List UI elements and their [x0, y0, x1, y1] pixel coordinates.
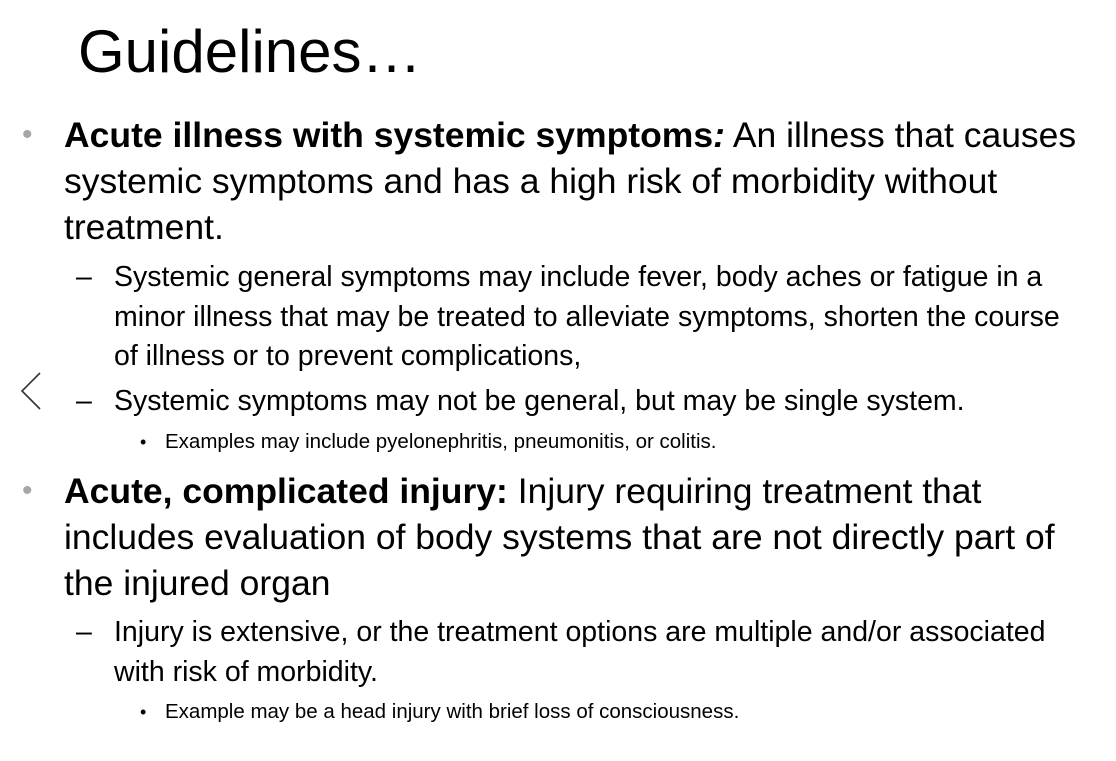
slide-title: Guidelines…: [78, 18, 422, 85]
bullet-dot-icon: •: [22, 474, 33, 507]
bullet-term: Acute, complicated injury:: [64, 471, 508, 511]
subbullet-text: Systemic general symptoms may include fever, body aches or fatigue in a minor illness that may be treated to alleviate symptoms, shorten the course of illness or to prevent complications,: [114, 261, 1060, 372]
subbullet-injury-extensive: [76, 613, 1089, 692]
dash-icon: –: [76, 385, 92, 417]
bullet-text: An illness that causes systemic symptoms and has a high risk of morbidity without treatment.: [64, 115, 1077, 247]
dash-icon: –: [76, 261, 92, 293]
subbullet-single-system: [76, 382, 1089, 422]
bullet-term: Acute illness with systemic symptoms: [64, 115, 714, 155]
example-illness: [140, 428, 1065, 456]
subbullet-text: Systemic symptoms may not be general, but may be single system.: [114, 385, 965, 417]
dash-icon: –: [76, 616, 92, 648]
example-text: Examples may include pyelonephritis, pneumonitis, or colitis.: [165, 430, 717, 453]
bullet-complicated-injury: [22, 468, 1094, 606]
chevron-left-icon: [18, 370, 44, 412]
bullet-dot-icon: •: [22, 118, 33, 151]
bullet-term-colon: :: [713, 115, 725, 155]
bullet-text: Injury requiring treatment that includes evaluation of body systems that are not directly part of the injured organ: [64, 471, 1055, 603]
small-bullet-icon: •: [140, 432, 147, 452]
example-injury: [140, 698, 1065, 726]
previous-slide-button[interactable]: [18, 370, 44, 412]
example-text: Example may be a head injury with brief loss of consciousness.: [165, 700, 740, 723]
small-bullet-icon: •: [140, 702, 147, 722]
bullet-acute-illness: [22, 112, 1094, 250]
subbullet-text: Injury is extensive, or the treatment options are multiple and/or associated with risk of morbidity.: [114, 616, 1046, 688]
subbullet-general-symptoms: [76, 258, 1089, 377]
